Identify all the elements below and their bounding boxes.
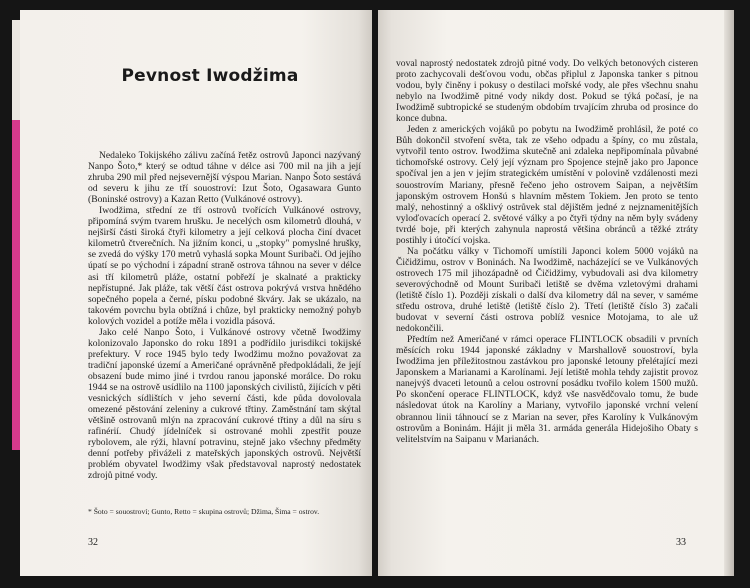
pink-cover-edge [12, 120, 20, 450]
chapter-title: Pevnost Iwodžima [121, 66, 299, 86]
left-page [20, 10, 372, 576]
page-number-right: 33 [676, 537, 686, 548]
paragraph: Iwodžima, střední ze tří ostrovů tvořících Vulkánové ostrovy, připomíná svým tvarem hrušku. Je necelých osm kilometrů dlouhá, v nejširší části široká čtyři kilometry a její celková plocha činí dvacet kilometrů čtverečních. Na jižním konci, u „stopky" pomyslné hrušky, se zvedá do výšky 170 metrů vyhaslá sopka Mount Suribači. Od jejího úpatí se po východní i západní straně ostrova táhnou na sever v délce asi tří kilometrů pláže, ostatní pobřeží je skalnaté a prakticky nepřístupné. Jak pláže, tak větší část ostrova pokrývá vrstva hnědého sopečného popela a černé, písku podobné škváry. Jak se ukázalo, na takovém povrchu byla obtížná i chůze, byl prakticky nemožný pohyb kolových vozidel a potíže měla i vozidla pásová. [88, 205, 361, 327]
paragraph: voval naprostý nedostatek zdrojů pitné vody. Do velkých betonových cisteren proto zachycovali dešťovou vodu, občas připlul z Japonska tanker s pitnou vodou, byly činěny i pokusy o destilaci mořské vody, ale přes všechnu snahu nebylo na Iwodžimě pitné vody nikdy dost. Pokud se týká počasí, je na Iwodžimě subtropické se studeným obdobím trvajícím zhruba od prosince do konce dubna. [396, 58, 698, 125]
paragraph: Na počátku války v Tichomoří umístili Japonci kolem 5000 vojáků na Čičidžimu, ostrov v Boninách. Na Iwodžimě, nacházející se ve Vulkánových ostrovech 175 mil jihozápadně od Čičidžimy, vybudovali asi dva kilometry severovýchodně od Mount Suribači letiště se dvěma vzletovými drahami (letiště číslo 1). Později získali o další dva kilometry dál na sever, v saméme středu ostrova, druhé letiště (letiště číslo 2). Třetí (letiště číslo 3) začali budovat v severní části ostrova poblíž vesnice Motojama, to ale už nedokončili. [396, 245, 698, 335]
paragraph: Jeden z amerických vojáků po pobytu na Iwodžimě prohlásil, že poté co Bůh dokončil stvoření světa, tak ze všeho odpadu a špíny, co mu zůstala, vytvořil tento ostrov. Iwodžima skutečně ani zdaleka nepřipomínala půvabné tichomořské ostrovy. Celý její význam pro Spojence stejně jako pro Japonce spočíval jen a jen v jejím strategickém umístění v polovině vzdálenosti mezi souostrovím Mariany, přesně řečeno jeho ostrovem Saipan, a největším japonským ostrovem Honšú s hlavním městem Tokiem. Jen proto se tento malý, nehostinný a ošklivý ostrůvek stal dějištěm jedné z nejznamenitějších vyloďovacích operací 2. světové války a po čtyři týdny na něm byly svádeny tvrdé boje, při kterých zahynula naprostá většina obránců a těžké ztráty postihly i útočící vojska. [396, 124, 698, 246]
left-page-edge [12, 20, 20, 120]
paragraph: Předtím než Američané v rámci operace FLINTLOCK obsadili v prvních měsících roku 1944 japonské základny v Marshallově souostroví, byla Iwodžima jen příležitostnou zastávkou pro japonské letouny přelétající mezi Japonskem a Marianami a Karolínami. Její letiště mohla tehdy zajistit provoz nanejvýš dvaceti letounů a celou ostrovní posádku tvořilo kolem 1500 mužů. Po skončení operace FLINTLOCK, když vše nasvědčovalo tomu, že bude následovat útok na Karolíny a Mariany, vytvořilo japonské vrchní velení obrannou linii táhnoucí se z Marian na sever, přes Karolíny k Vulkánovým ostrovům a Boninám. Hájit ji měla 31. armáda generála Hidejošiho Obaty s velitelstvím na Saipanu v Marianách. [396, 334, 698, 445]
footnote: * Šoto = souostroví; Gunto, Retto = skupina ostrovů; Džima, Šima = ostrov. [88, 507, 320, 516]
page-number-left: 32 [88, 537, 98, 548]
right-page [378, 10, 724, 576]
paragraph: Jako celé Nanpo Šoto, i Vulkánové ostrovy včetně Iwodžimy kolonizovalo Japonsko do roku 1891 a podřídilo jurisdikci tokijské prefektury. V roce 1945 bylo tedy Iwodžimu možno považovat za tradiční japonské území a Američané oprávněně předpokládali, že její obsazení bude mimo jiné i tvrdou ranou japonské morálce. Do roku 1944 se na ostrově usídlilo na 1100 japonských civilistů, žijících v pěti vesnických sídlištích v jeho severní části, kde půda dovolovala omezené pěstování zeleniny a cukrové třtiny. Zaměstnání tam skýtal většině ostrovanů mlýn na zpracování cukrové třtiny a důl na síru s rafinérií. Chudý jídelníček si ostrované mohli zpestřit pouze rybolovem, ale rýži, hlavní potravinu, stejně jako všechny předměty denní potřeby přiváželi z mateřských japonských ostrovů. Největší problém obyvatel Iwodžimy však představoval naprostý nedostatek zdrojů pitné vody. [88, 326, 361, 482]
right-page-text [396, 58, 698, 445]
right-page-edge [724, 10, 734, 576]
left-page-text [88, 150, 361, 481]
paragraph: Nedaleko Tokijského zálivu začíná řetěz ostrovů Japonci nazývaný Nanpo Šoto,* který se odtud táhne v délce asi 700 mil na jih a její zhruba 290 mil před nejsevernější výspou Marian. Nanpo Šoto sestává od severu k jihu ze tří souostroví: Izut Šoto, Ogasawara Gunto (Boninské ostrovy) a Kazan Retto (Vulkánové ostrovy). [88, 150, 361, 206]
